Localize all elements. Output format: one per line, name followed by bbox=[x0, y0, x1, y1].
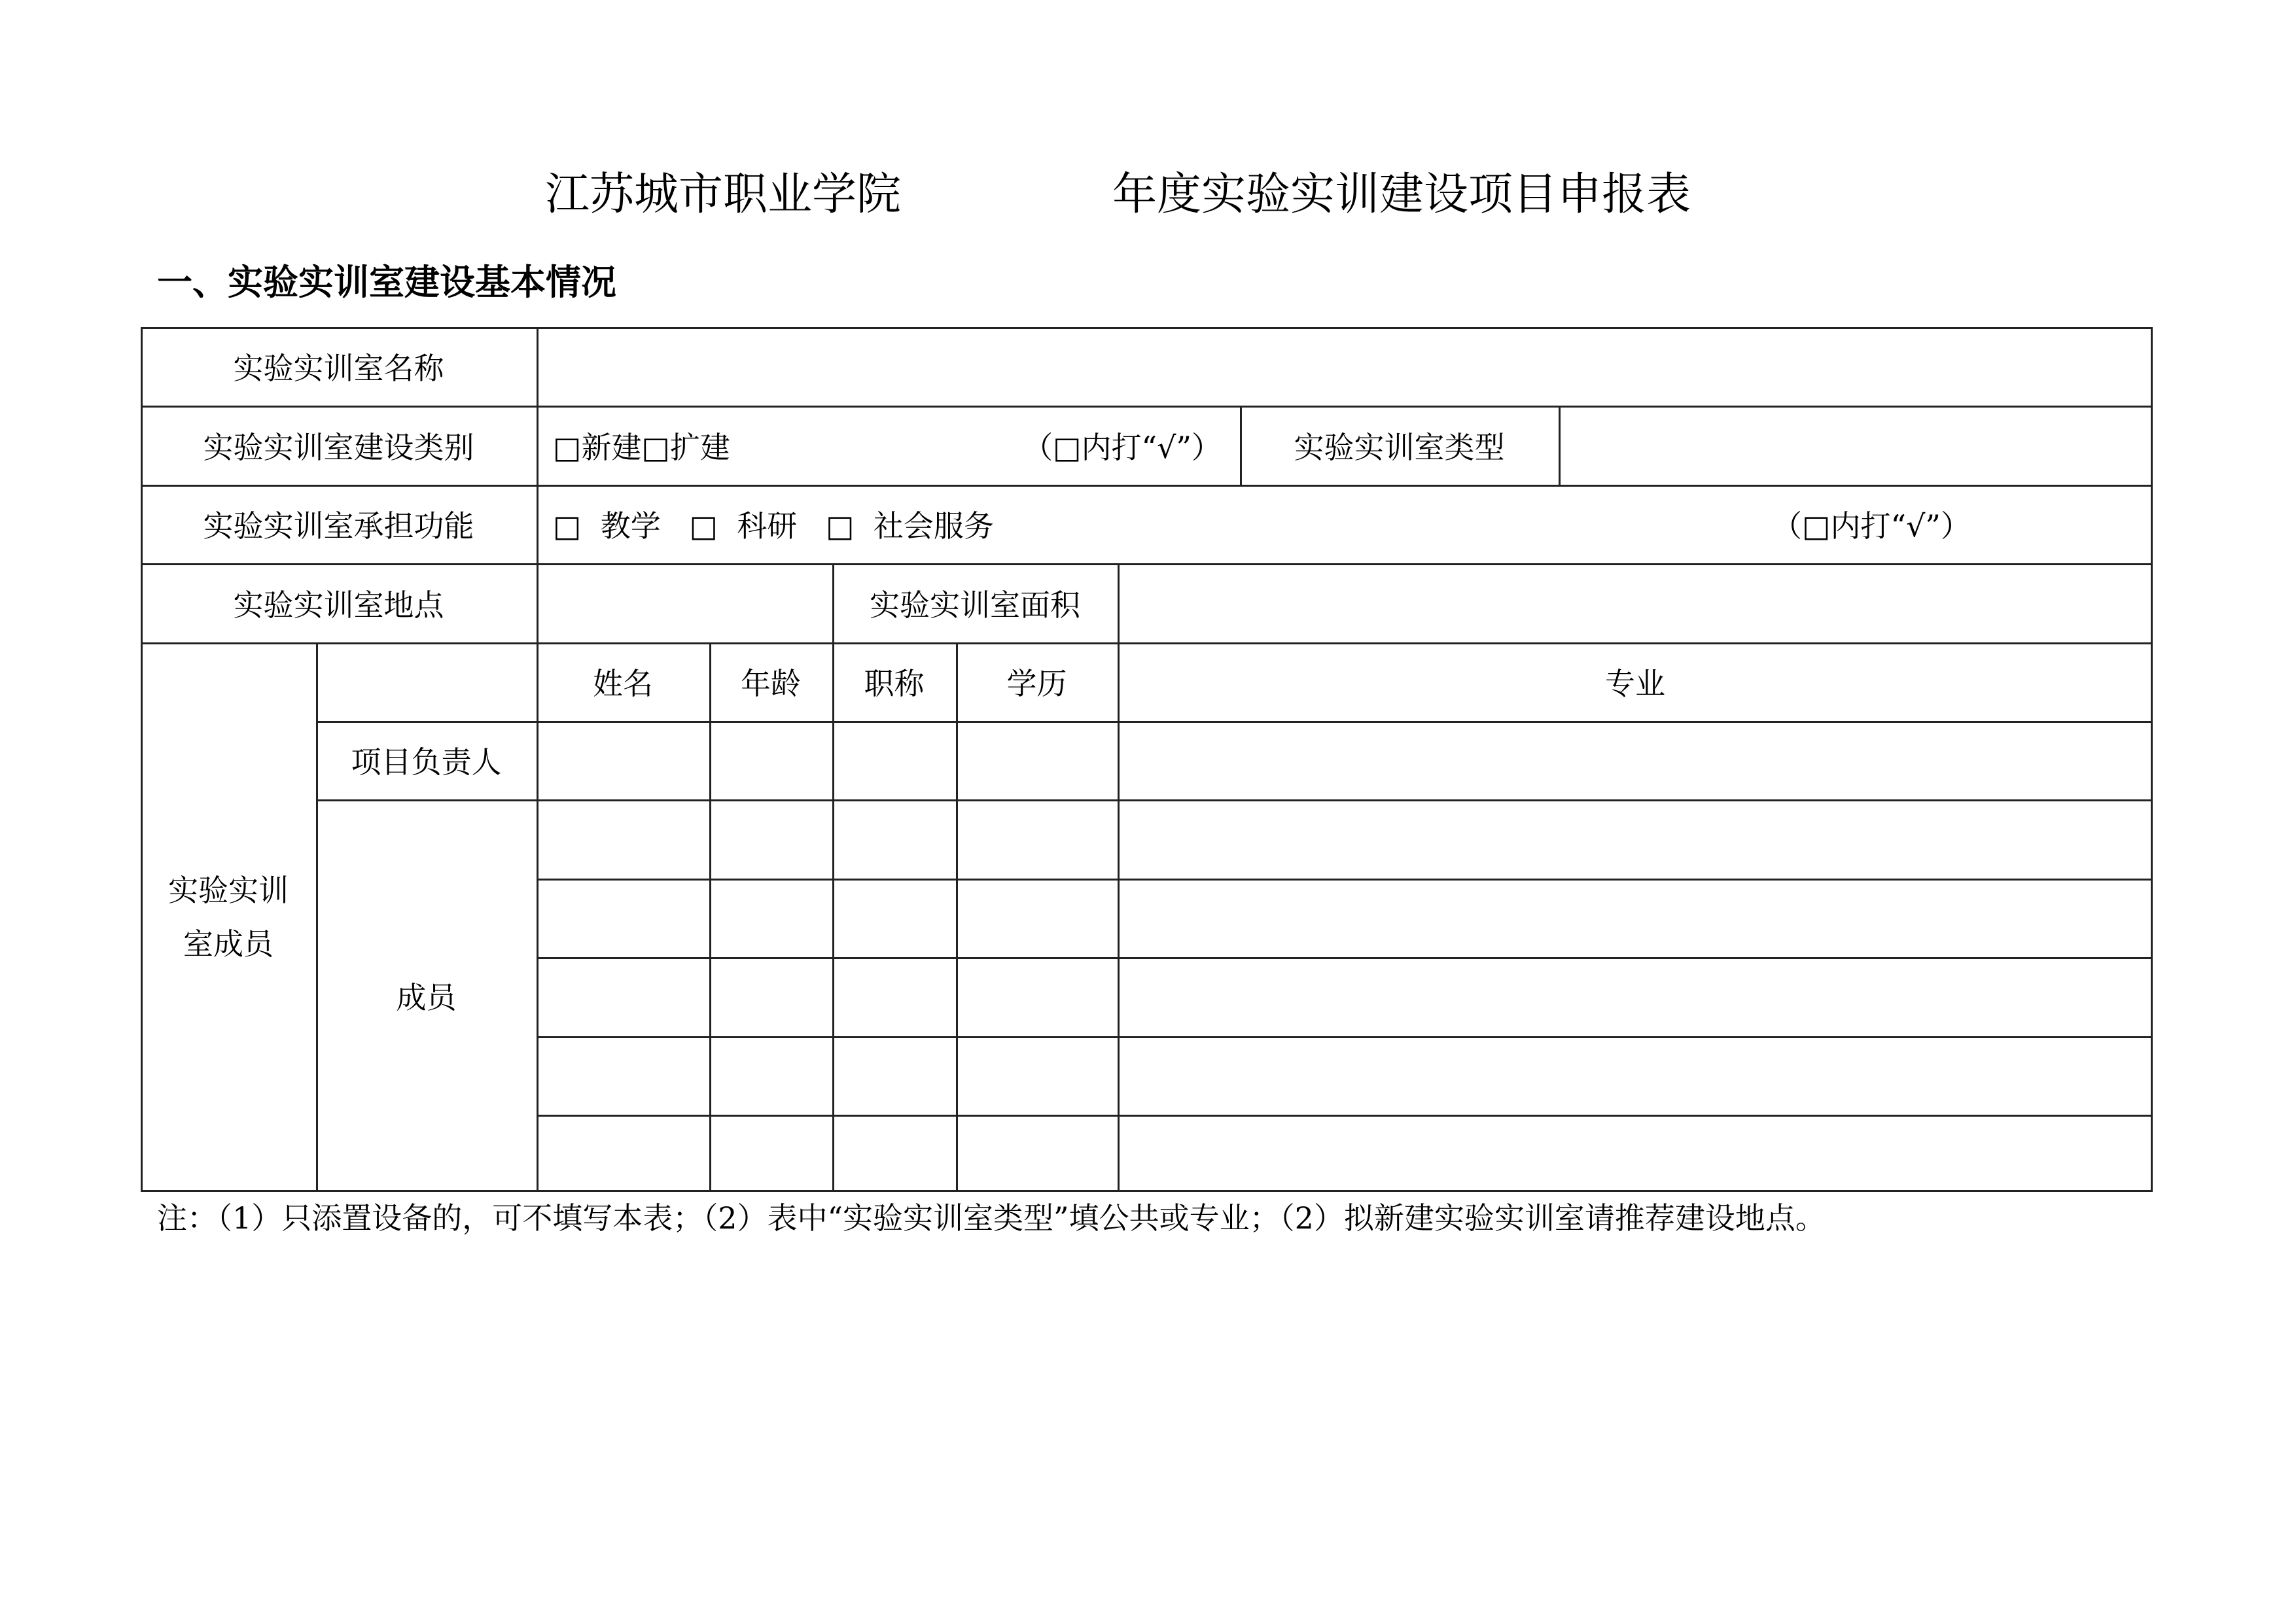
lab-name-label: 实验实训室名称 bbox=[233, 351, 444, 386]
table-row[interactable] bbox=[537, 957, 2153, 1036]
table-row[interactable] bbox=[537, 1115, 2153, 1190]
footnote: 注：（1）只添置设备的，可不填写本表；（2）表中“实验实训室类型”填公共或专业；（2）拟新建实验实训室请推荐建设地点。 bbox=[157, 1200, 1826, 1236]
lab-area-label: 实验实训室面积 bbox=[870, 587, 1080, 623]
members-label: 成员 bbox=[396, 980, 457, 1015]
lab-location-field[interactable] bbox=[537, 563, 832, 642]
header-age: 年龄 bbox=[741, 666, 801, 701]
lab-area-field[interactable] bbox=[1118, 563, 2153, 642]
lab-category-label: 实验实训室建设类别 bbox=[203, 429, 474, 465]
title-form-name: 年度实验实训建设项目申报表 bbox=[1112, 169, 1691, 220]
table-row[interactable] bbox=[537, 799, 2153, 879]
table-row[interactable] bbox=[537, 879, 2153, 957]
header-major: 专业 bbox=[1605, 666, 1665, 701]
lab-type-field[interactable] bbox=[1559, 406, 2153, 485]
table-row[interactable] bbox=[537, 721, 2153, 799]
lab-members-group-label bbox=[141, 642, 316, 1192]
lab-location-label: 实验实训室地点 bbox=[233, 587, 444, 623]
header-name: 姓名 bbox=[593, 666, 653, 701]
lab-category-options[interactable]: □新建□扩建 bbox=[553, 429, 730, 465]
lab-function-label: 实验实训室承担功能 bbox=[203, 508, 474, 544]
header-education: 学历 bbox=[1006, 666, 1067, 701]
group-label-line1: 实验实训 bbox=[168, 873, 289, 908]
header-title: 职称 bbox=[864, 666, 925, 701]
lab-type-label: 实验实训室类型 bbox=[1294, 429, 1505, 465]
lab-function-hint: （□内打“√”） bbox=[1772, 508, 1971, 544]
lab-name-field[interactable] bbox=[537, 327, 2153, 406]
lab-function-options[interactable]: □ 教学 □ 科研 □ 社会服务 bbox=[553, 508, 994, 544]
group-label-line2: 室成员 bbox=[183, 926, 274, 962]
title-school: 江苏城市职业学院 bbox=[545, 169, 902, 220]
section-heading: 一、实验实训室建设基本情况 bbox=[157, 262, 616, 303]
table-row[interactable] bbox=[537, 1036, 2153, 1115]
page-title bbox=[0, 162, 2296, 228]
application-form-table bbox=[141, 327, 2153, 1192]
lab-category-hint: （□内打“√”） bbox=[1023, 429, 1222, 465]
project-leader-label: 项目负责人 bbox=[351, 744, 502, 780]
